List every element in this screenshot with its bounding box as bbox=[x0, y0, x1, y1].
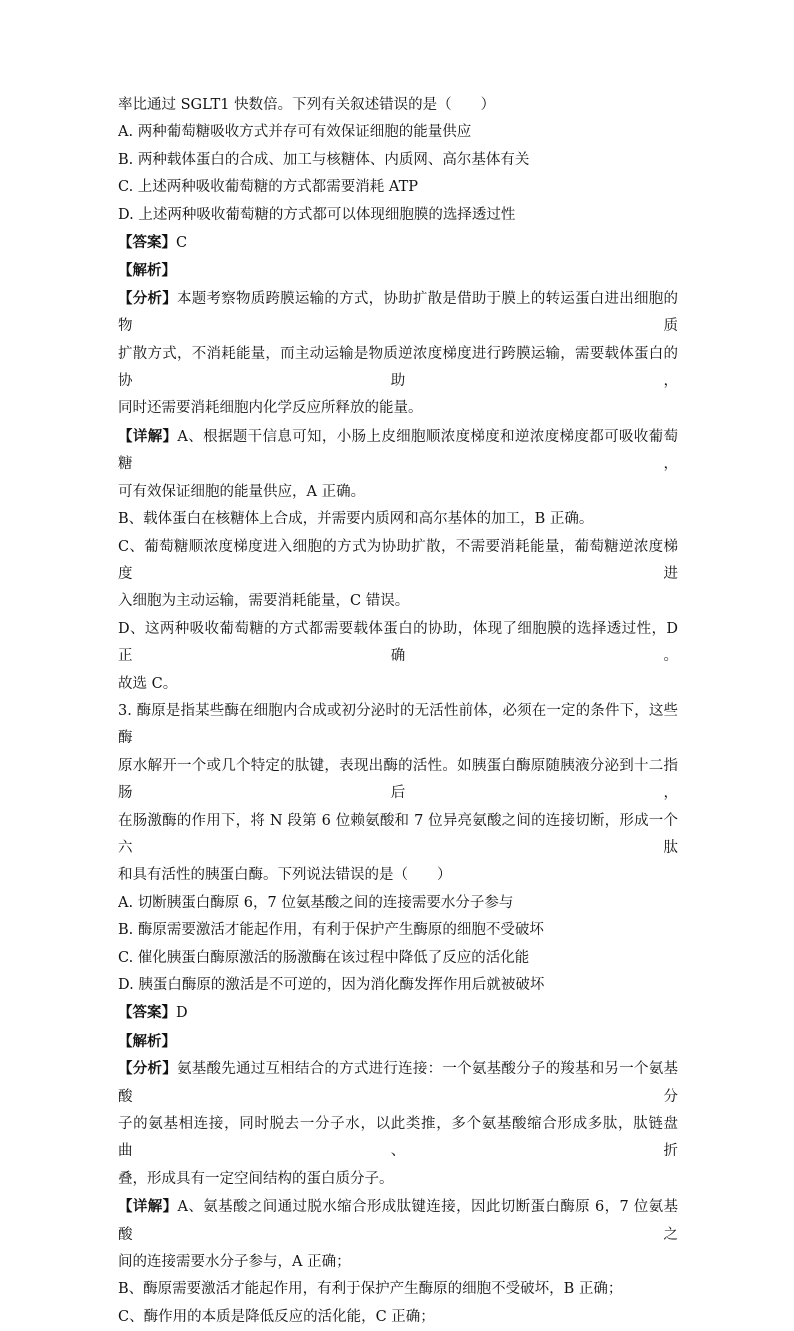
page-content bbox=[118, 92, 678, 1331]
answer-tag: 【答案】 bbox=[118, 234, 176, 252]
q2-option-b: B. 两种载体蛋白的合成、加工与核糖体、内质网、高尔基体有关 bbox=[118, 151, 530, 168]
q2-fenxi-line-2: 扩散方式，不消耗能量，而主动运输是物质逆浓度梯度进行跨膜运输，需要载体蛋白的协助， bbox=[118, 345, 678, 390]
q2-stem-end: 率比通过 SGLT1 快数倍。下列有关叙述错误的是（ ） bbox=[118, 97, 496, 113]
q2-fenxi-line-1 bbox=[118, 285, 678, 341]
detail-tag: 【详解】 bbox=[118, 1198, 178, 1216]
q2-analysis-tag: 【解析】 bbox=[118, 262, 176, 280]
fenxi-text: 本题考察物质跨膜运输的方式，协助扩散是借助于膜上的转运蛋白进出细胞的物质 bbox=[118, 290, 678, 335]
answer-value: C bbox=[176, 235, 188, 252]
fenxi-text: 氨基酸先通过互相结合的方式进行连接：一个氨基酸分子的羧基和另一个氨基酸分 bbox=[118, 1061, 678, 1105]
detail-text: A、氨基酸之间通过脱水缩合形成肽键连接，因此切断蛋白酶原 6，7 位氨基酸之 bbox=[118, 1199, 678, 1243]
q2-detail-line-2: 可有效保证细胞的能量供应，A 正确。 bbox=[118, 483, 366, 500]
detail-text: A、根据题干信息可知，小肠上皮细胞顺浓度梯度和逆浓度梯度都可吸收葡萄糖， bbox=[118, 428, 678, 473]
q3-answer bbox=[118, 999, 678, 1027]
q2-option-a: A. 两种葡萄糖吸收方式并存可有效保证细胞的能量供应 bbox=[118, 124, 472, 141]
q3-option-a: A. 切断胰蛋白酶原 6，7 位氨基酸之间的连接需要水分子参与 bbox=[118, 894, 514, 911]
q2-option-c: C. 上述两种吸收葡萄糖的方式都需要消耗 ATP bbox=[118, 179, 419, 196]
q3-analysis-tag: 【解析】 bbox=[118, 1032, 176, 1050]
q3-option-c: C. 催化胰蛋白酶原激活的肠激酶在该过程中降低了反应的活化能 bbox=[118, 949, 530, 966]
q2-detail-line-7: 故选 C。 bbox=[118, 675, 178, 692]
q3-fenxi-line-1 bbox=[118, 1055, 678, 1111]
q2-detail-line-5: 入细胞为主动运输，需要消耗能量，C 错误。 bbox=[118, 593, 410, 610]
q3-fenxi-line-3: 叠，形成具有一定空间结构的蛋白质分子。 bbox=[118, 1170, 394, 1187]
answer-value: D bbox=[176, 1005, 188, 1022]
q2-detail-line-6: D、这两种吸收葡萄糖的方式都需要载体蛋白的协助，体现了细胞膜的选择透过性，D 正确。 bbox=[118, 620, 678, 665]
q2-detail-line-4: C、葡萄糖顺浓度梯度进入细胞的方式为协助扩散，不需要消耗能量，葡萄糖逆浓度梯度进 bbox=[118, 538, 678, 582]
q2-option-d: D. 上述两种吸收葡萄糖的方式都可以体现细胞膜的选择透过性 bbox=[118, 206, 516, 223]
q2-detail-line-1 bbox=[118, 423, 678, 479]
q3-detail-line-2: 间的连接需要水分子参与，A 正确； bbox=[118, 1254, 351, 1271]
q3-option-d: D. 胰蛋白酶原的激活是不可逆的，因为消化酶发挥作用后就被破坏 bbox=[118, 977, 545, 993]
q2-answer bbox=[118, 229, 678, 257]
q3-stem-line-4: 和具有活性的胰蛋白酶。下列说法错误的是（ ） bbox=[118, 867, 452, 884]
q3-stem-line-3: 在肠激酶的作用下，将 N 段第 6 位赖氨酸和 7 位异亮氨酸之间的连接切断，形成一个六肽 bbox=[118, 812, 678, 856]
q3-detail-line-3: B、酶原需要激活才能起作用，有利于保护产生酶原的细胞不受破坏，B 正确； bbox=[118, 1281, 623, 1298]
q2-detail-line-3: B、载体蛋白在核糖体上合成，并需要内质网和高尔基体的加工，B 正确。 bbox=[118, 511, 594, 528]
fenxi-tag: 【分析】 bbox=[118, 289, 177, 307]
q3-stem-line-1: 3. 酶原是指某些酶在细胞内合成或初分泌时的无活性前体，必须在一定的条件下，这些酶 bbox=[118, 702, 678, 747]
q3-fenxi-line-2: 子的氨基相连接，同时脱去一分子水，以此类推，多个氨基酸缩合形成多肽，肽链盘曲、折 bbox=[118, 1116, 678, 1160]
q3-option-b: B. 酶原需要激活才能起作用，有利于保护产生酶原的细胞不受破坏 bbox=[118, 922, 544, 939]
q2-fenxi-line-3: 同时还需要消耗细胞内化学反应所释放的能量。 bbox=[118, 400, 423, 417]
answer-tag: 【答案】 bbox=[118, 1004, 176, 1022]
q3-detail-line-4: C、酶作用的本质是降低反应的活化能，C 正确； bbox=[118, 1308, 435, 1325]
q3-stem-line-2: 原水解开一个或几个特定的肽键，表现出酶的活性。如胰蛋白酶原随胰液分泌到十二指肠后， bbox=[118, 757, 678, 802]
fenxi-tag: 【分析】 bbox=[118, 1060, 177, 1078]
detail-tag: 【详解】 bbox=[118, 427, 178, 445]
q3-detail-line-1 bbox=[118, 1193, 678, 1249]
